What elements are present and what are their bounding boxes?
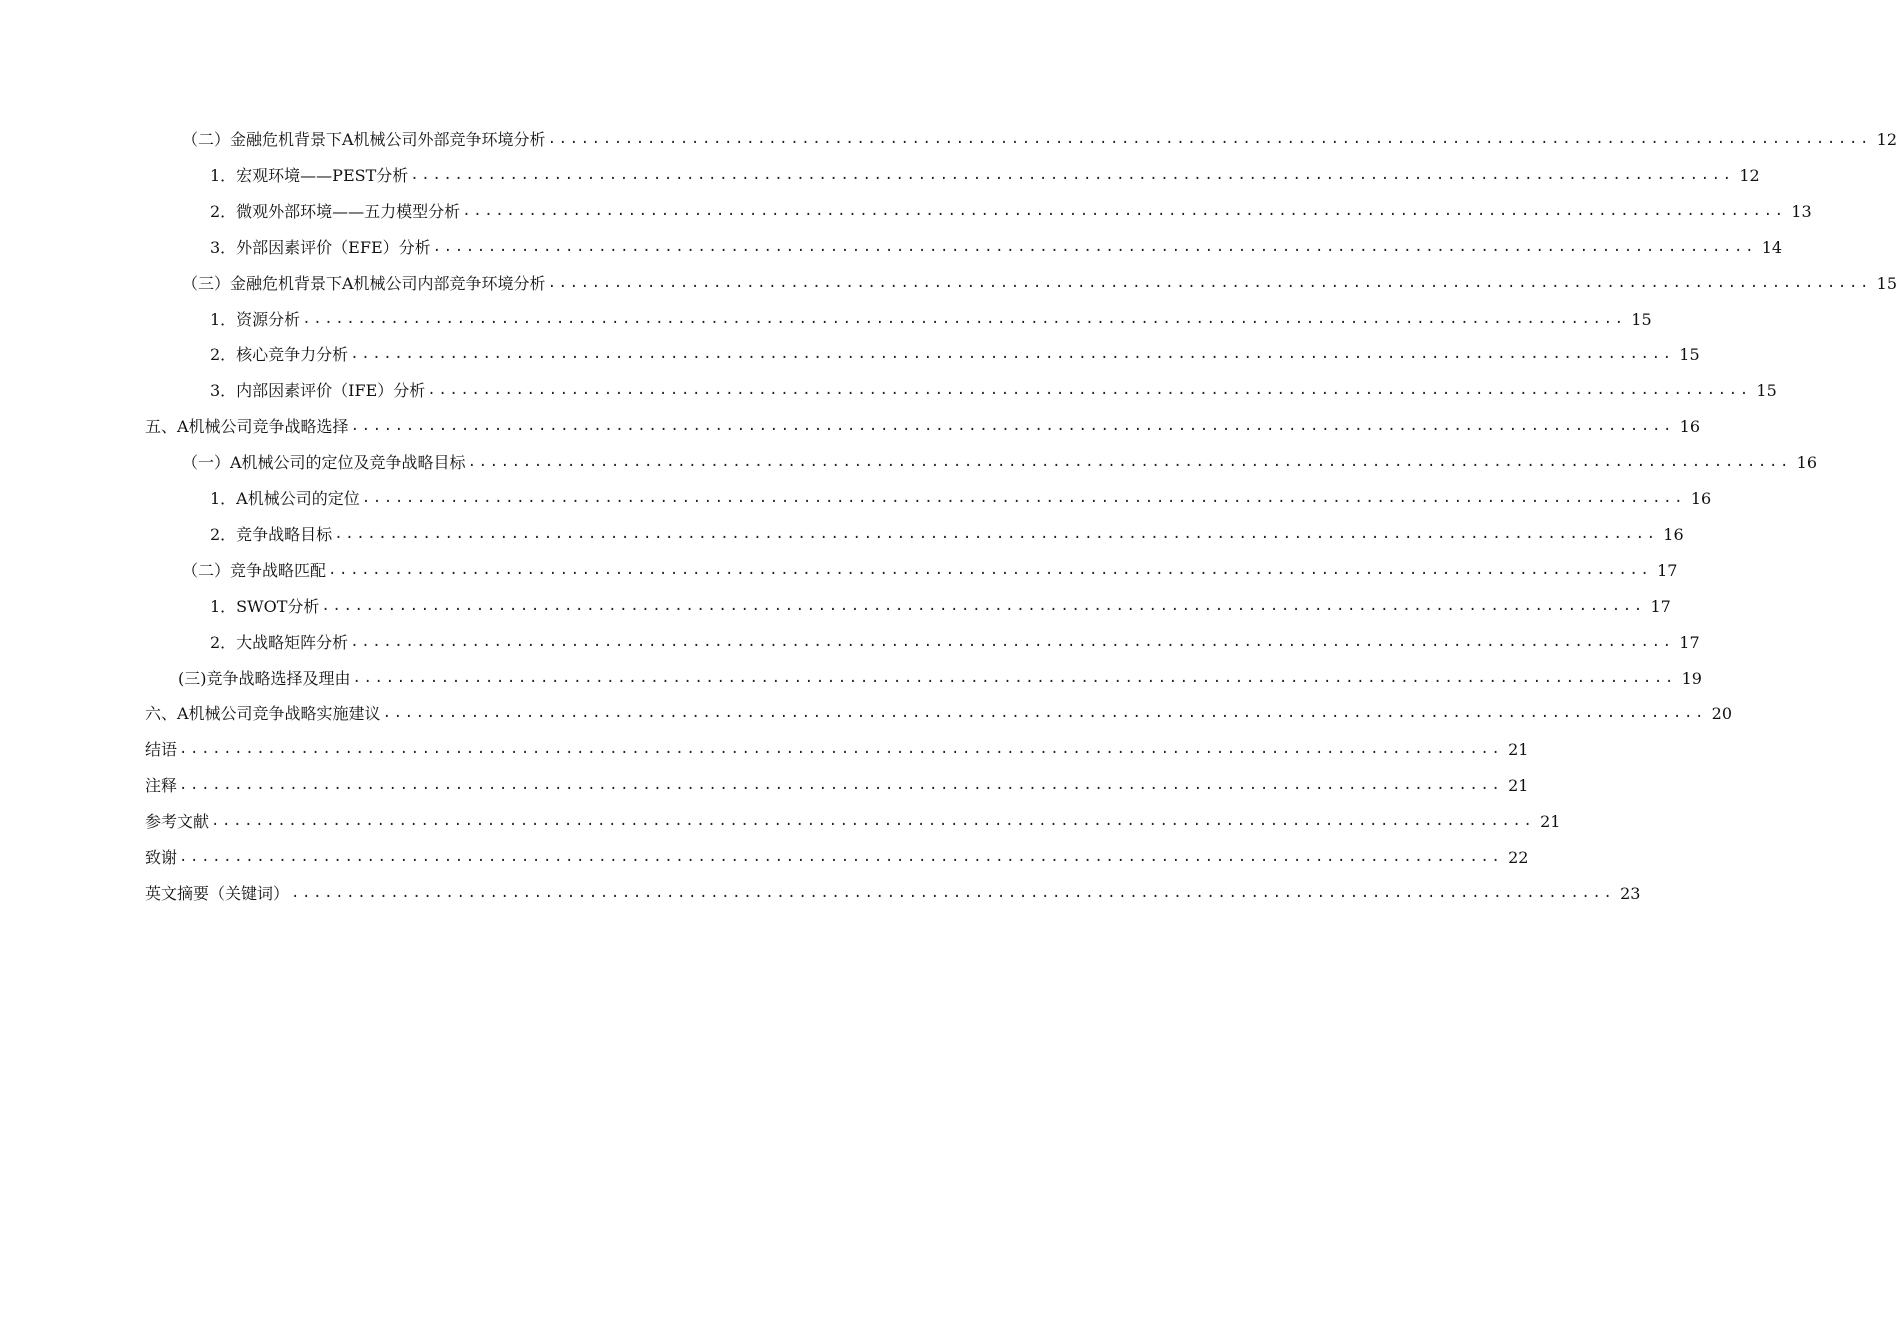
toc-entry-label: 2．微观外部环境——五力模型分析 [210, 201, 461, 221]
toc-page-number: 21 [1508, 740, 1529, 760]
toc-page-number: 21 [1540, 812, 1561, 832]
toc-dot-leader: ........................................................................................................................ [350, 633, 1674, 650]
toc-entry-label: 2．大战略矩阵分析 [210, 632, 349, 652]
toc-entry[interactable] [182, 443, 1818, 473]
toc-dot-leader: ........................................................................................................................ [328, 561, 1652, 578]
toc-page-number: 12 [1739, 165, 1760, 185]
toc-entry[interactable] [210, 371, 1777, 401]
toc-page-number: 15 [1756, 381, 1777, 401]
toc-dot-leader: ........................................................................................................................ [547, 274, 1872, 291]
toc-page-number: 15 [1679, 345, 1700, 365]
toc-entry[interactable] [145, 407, 1701, 437]
toc-entry-label: 1．宏观环境——PEST分析 [210, 165, 409, 185]
toc-dot-leader: ........................................................................................................................ [462, 202, 1786, 219]
toc-page-number: 13 [1791, 201, 1812, 221]
toc-entry-label: 结语 [145, 740, 178, 760]
toc-page-number: 21 [1508, 776, 1529, 796]
toc-entry[interactable] [182, 264, 1897, 294]
toc-page-number: 17 [1679, 632, 1700, 652]
toc-dot-leader: ........................................................................................................................ [350, 418, 1675, 435]
toc-page-number: 17 [1650, 596, 1671, 616]
toc-entry-label: （二）竞争战略匹配 [182, 560, 327, 580]
toc-dot-leader: ........................................................................................................................ [179, 849, 1503, 865]
toc-entry[interactable] [210, 587, 1671, 617]
toc-entry-label: 参考文献 [145, 812, 210, 832]
toc-entry-label: 六、A机械公司竞争战略实施建议 [145, 704, 381, 724]
toc-entry-label: 五、A机械公司竞争战略选择 [145, 417, 349, 437]
toc-page-number: 23 [1620, 883, 1641, 903]
toc-entry[interactable] [210, 228, 1783, 258]
toc-entry[interactable] [145, 766, 1529, 796]
toc-dot-leader: ........................................................................................................................ [211, 813, 1535, 830]
toc-dot-leader: ........................................................................................................................ [334, 525, 1658, 542]
toc-page-number: 14 [1761, 237, 1783, 257]
toc-entry-label: 1．A机械公司的定位 [210, 489, 360, 508]
toc-page-number: 16 [1679, 417, 1701, 437]
toc-entry[interactable] [210, 623, 1700, 653]
toc-entry[interactable] [145, 874, 1641, 904]
toc-dot-leader: ........................................................................................................................ [179, 741, 1503, 758]
toc-entry-label: 2．核心竞争力分析 [210, 345, 349, 365]
toc-entry-label: (三)竞争战略选择及理由 [178, 668, 351, 688]
toc-dot-leader: ........................................................................................................................ [291, 884, 1615, 901]
toc-entry[interactable] [182, 120, 1897, 150]
toc-entry-label: 致谢 [145, 848, 178, 867]
toc-entry[interactable] [210, 479, 1712, 509]
toc-entry[interactable] [210, 300, 1652, 330]
toc-entry[interactable] [210, 515, 1684, 545]
toc-entry[interactable] [145, 730, 1529, 760]
toc-page-number: 17 [1657, 560, 1678, 580]
toc-page-number: 16 [1690, 489, 1712, 508]
toc-page-number: 16 [1796, 453, 1818, 473]
toc-page-number: 19 [1681, 668, 1702, 688]
toc-page-number: 20 [1711, 704, 1733, 724]
toc-entry[interactable] [210, 156, 1760, 186]
toc-page-number: 15 [1631, 309, 1652, 329]
toc-entry[interactable] [145, 838, 1529, 868]
toc-dot-leader: ........................................................................................................................ [410, 166, 1734, 183]
toc-page-number: 15 [1876, 273, 1897, 293]
toc-entry[interactable] [182, 551, 1678, 581]
toc-dot-leader: ........................................................................................................................ [432, 238, 1757, 255]
toc-entry-label: （一）A机械公司的定位及竞争战略目标 [182, 453, 466, 473]
toc-entry[interactable] [178, 659, 1702, 689]
toc-entry[interactable] [210, 192, 1812, 222]
toc-entry[interactable] [210, 335, 1700, 365]
toc-dot-leader: ........................................................................................................................ [179, 777, 1503, 794]
toc-entry-label: 1．SWOT分析 [210, 596, 320, 616]
toc-dot-leader: ........................................................................................................................ [427, 382, 1751, 399]
toc-entry-label: 3．外部因素评价（EFE）分析 [210, 237, 431, 257]
toc-dot-leader: ........................................................................................................................ [382, 705, 1707, 722]
toc-page-number: 12 [1876, 130, 1897, 149]
toc-page-number: 22 [1508, 848, 1529, 867]
toc-entry-label: 注释 [145, 776, 178, 796]
toc-dot-leader: ........................................................................................................................ [350, 346, 1674, 363]
toc-entry-label: 2．竞争战略目标 [210, 524, 333, 544]
toc-entry-label: （三）金融危机背景下A机械公司内部竞争环境分析 [182, 273, 546, 293]
toc-dot-leader: ........................................................................................................................ [321, 597, 1645, 614]
toc-entry-label: 3．内部因素评价（IFE）分析 [210, 381, 426, 401]
toc-entry-label: 英文摘要（关键词） [145, 883, 290, 903]
toc-entry[interactable] [145, 802, 1561, 832]
toc-entry-label: 1．资源分析 [210, 309, 301, 329]
toc-dot-leader: ........................................................................................................................ [467, 454, 1792, 471]
toc-dot-leader: ........................................................................................................................ [352, 669, 1676, 686]
toc-dot-leader: ........................................................................................................................ [361, 490, 1686, 506]
toc-dot-leader: ........................................................................................................................ [302, 310, 1626, 327]
toc-page-number: 16 [1663, 524, 1684, 544]
toc-entry[interactable] [145, 694, 1733, 724]
toc-dot-leader: ........................................................................................................................ [547, 131, 1872, 147]
toc-entry-label: （二）金融危机背景下A机械公司外部竞争环境分析 [182, 130, 546, 149]
